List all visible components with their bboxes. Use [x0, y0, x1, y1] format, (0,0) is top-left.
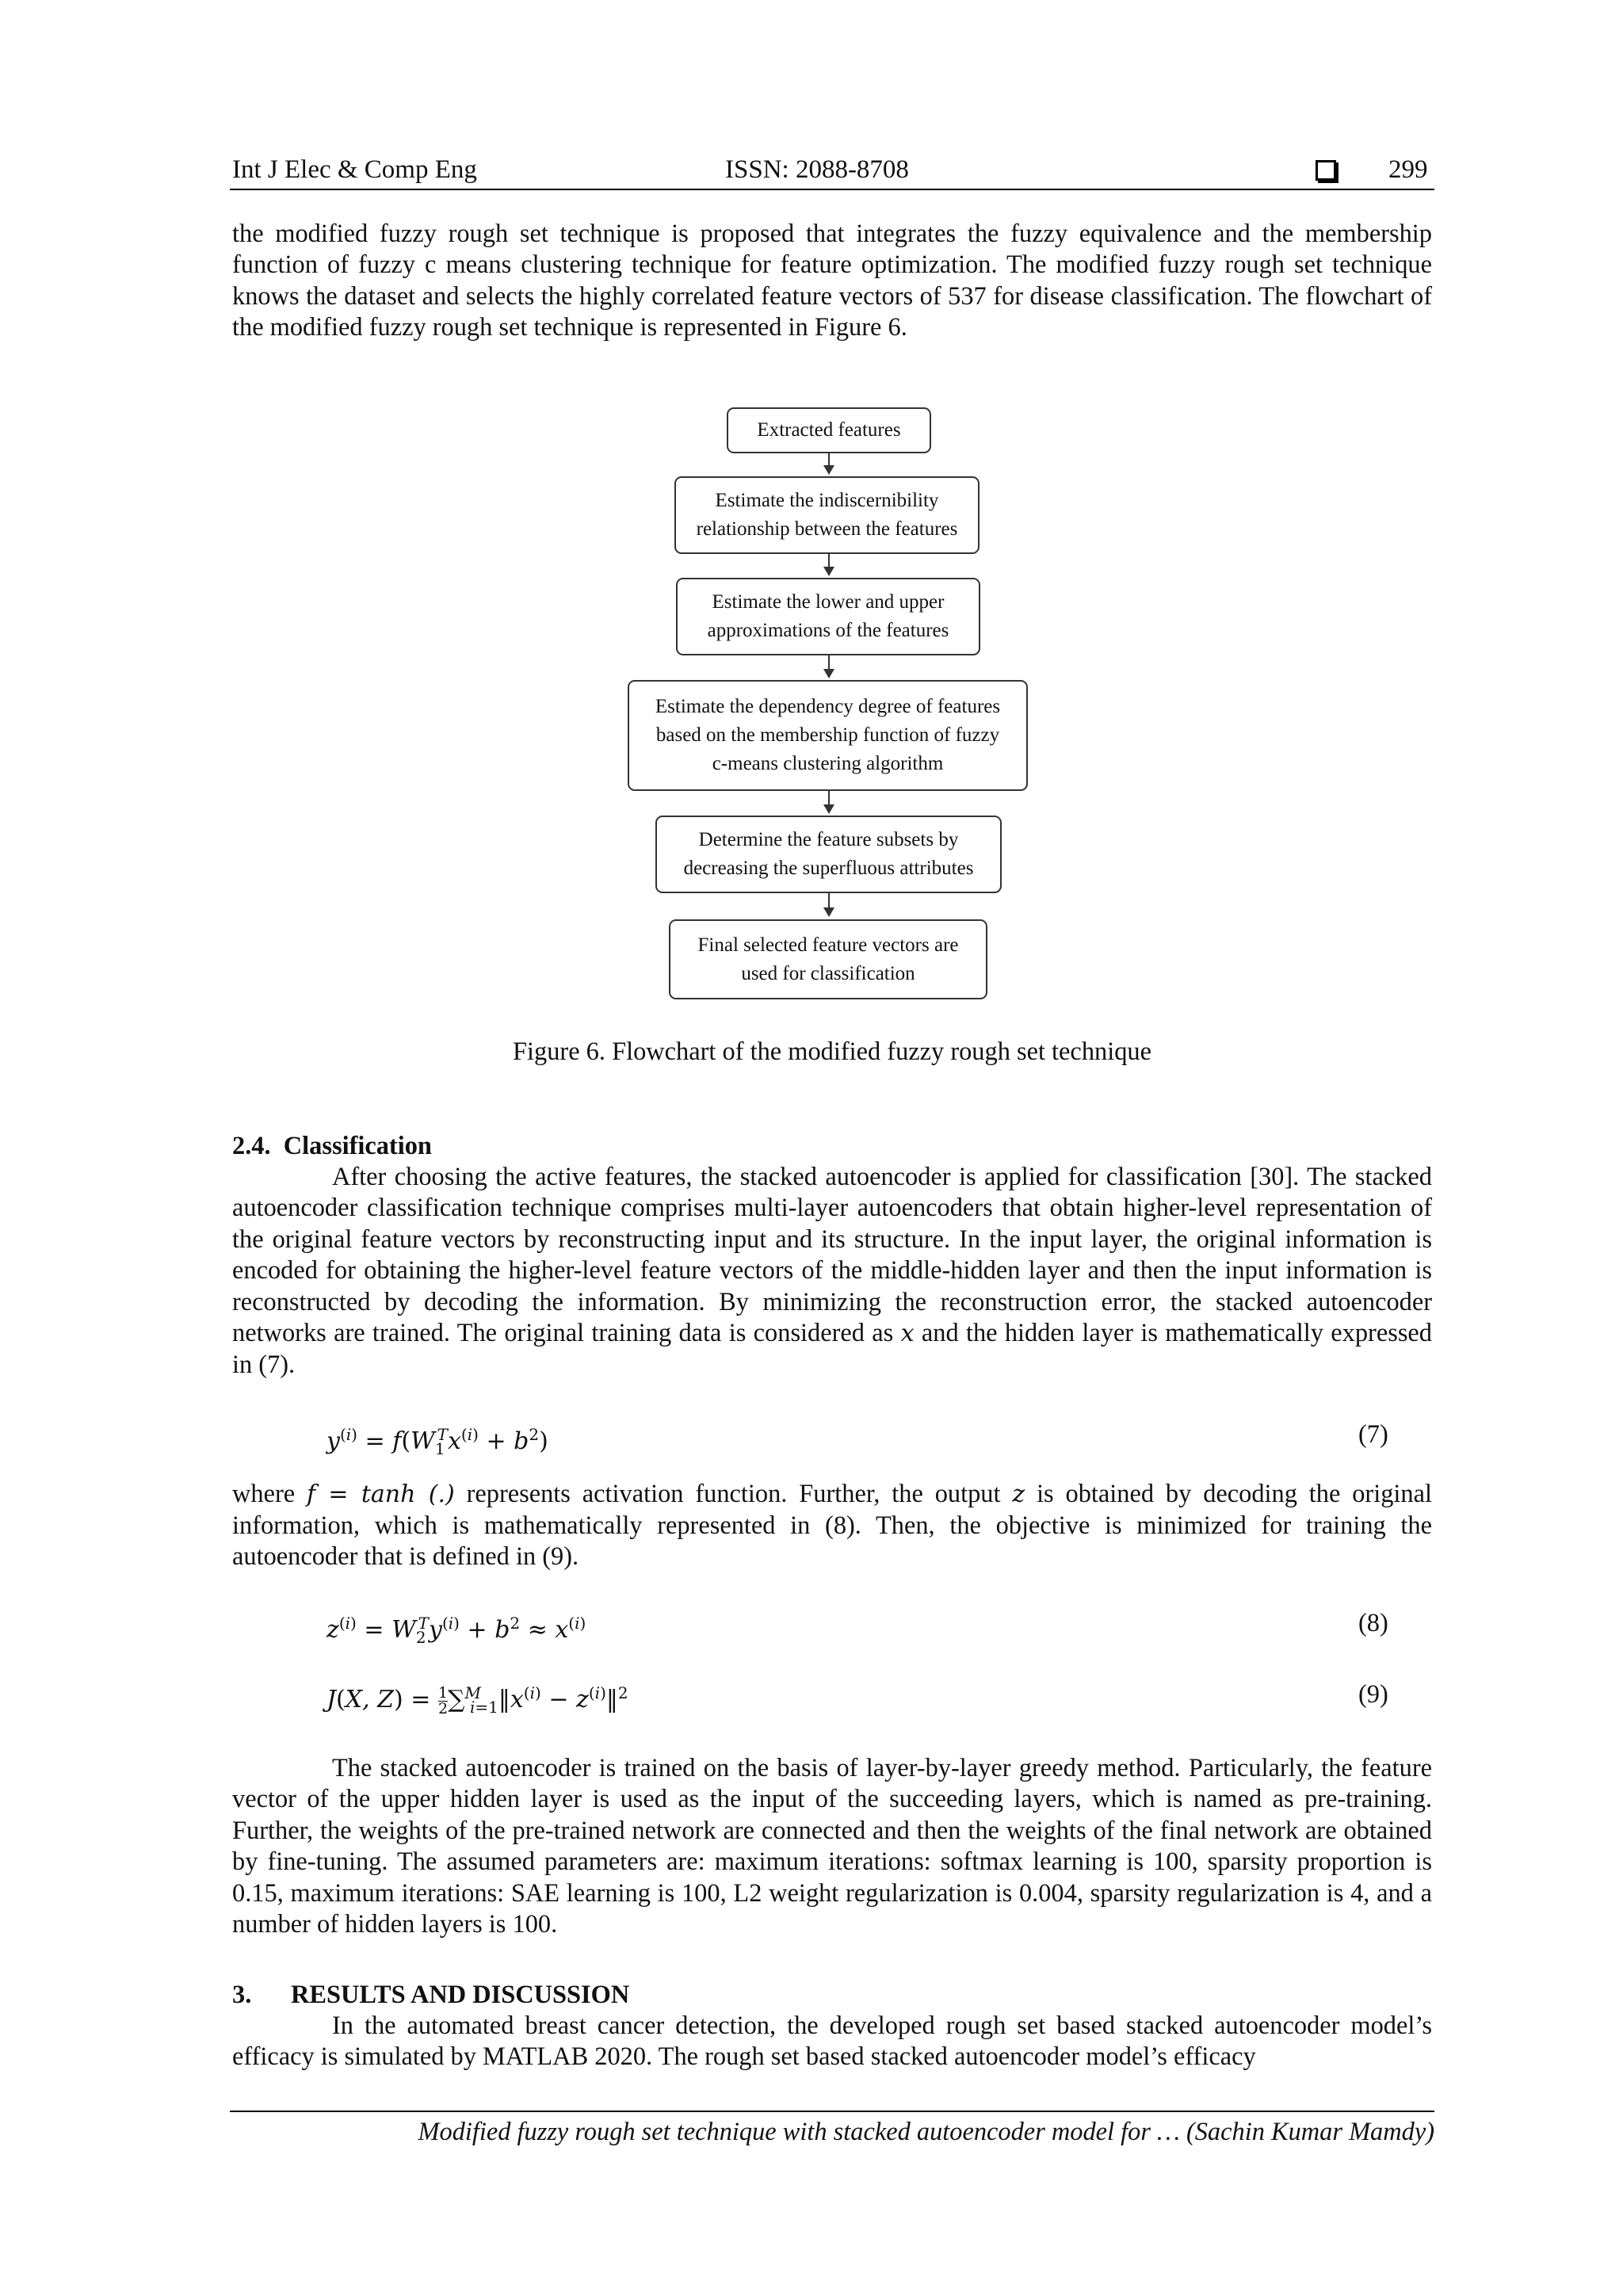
- arrow-down-icon: [823, 804, 834, 814]
- flowchart-step-6-line-1: Final selected feature vectors are: [697, 934, 959, 956]
- classification-paragraph: [232, 1162, 1432, 1381]
- flowchart-step-4-line-3: c-means clustering algorithm: [712, 753, 944, 774]
- section-heading-classification: 2.4. Classification: [232, 1132, 432, 1160]
- classification-paragraph-tail: and the hidden layer is mathematically expressed in (7).: [232, 1319, 1432, 1380]
- checkbox-square-icon: [1316, 160, 1336, 181]
- running-header-journal: Int J Elec & Comp Eng: [232, 155, 477, 184]
- header-rule: [230, 189, 1434, 190]
- results-paragraph-text: In the automated breast cancer detection, the developed rough set based stacked autoencoder model’s efficacy is simulated by MATLAB 2020. The rough set based stacked autoencoder model’s efficacy: [232, 2011, 1432, 2072]
- equation-8-number: (8): [1358, 1609, 1388, 1637]
- flowchart-step-2: [674, 476, 980, 554]
- variable-z: z: [1012, 1480, 1025, 1508]
- flowchart-connector-3: [828, 655, 830, 670]
- section-number-3: 3.: [232, 1981, 252, 2009]
- equation-8: $z^{(i)} = W_2^Ty^{(i)} + b^2 \approx x^{(i)}$: [327, 1614, 586, 1647]
- intro-paragraph-text: the modified fuzzy rough set technique is proposed that integrates the fuzzy equivalence and the membership function of fuzzy c means clustering technique for feature optimization. The modified fuzzy rough set technique knows the dataset and selects the highly correlated feature vectors of 537 for disease classification. The flowchart of the modified fuzzy rough set technique is represented in Figure 6.: [232, 220, 1432, 342]
- where-text-start: where: [232, 1480, 296, 1508]
- running-footer: Modified fuzzy rough set technique with stacked autoencoder model for … (Sachin Kumar Mamdy): [418, 2118, 1434, 2146]
- flowchart-connector-2: [828, 554, 830, 567]
- flowchart-step-4-line-1: Estimate the dependency degree of features: [655, 696, 1001, 717]
- results-paragraph: [232, 2011, 1432, 2073]
- where-paragraph: [232, 1479, 1432, 1573]
- flowchart-step-4-line-2: based on the membership function of fuzzy: [655, 724, 1000, 746]
- flowchart-connector-1: [828, 453, 830, 466]
- figure-caption: Figure 6. Flowchart of the modified fuzzy rough set technique: [513, 1037, 1151, 1066]
- equation-9: J(X, Z) = $\frac{1}{2}$ $\sum^M_{i=1}‖x^{(i)}$ − $z^{(i)}‖^2$: [327, 1683, 628, 1717]
- flowchart-step-5-line-1: Determine the feature subsets by: [698, 829, 959, 850]
- flowchart-step-3: [676, 578, 980, 655]
- flowchart-connector-5: [828, 893, 830, 908]
- flowchart-step-6-line-2: used for classification: [741, 962, 915, 984]
- arrow-down-icon: [823, 567, 834, 576]
- training-paragraph: [232, 1753, 1432, 1940]
- section-heading-results: RESULTS AND DISCUSSION: [291, 1981, 630, 2009]
- activation-function-expression: f = tanh (.): [307, 1480, 455, 1508]
- arrow-down-icon: [823, 465, 834, 475]
- arrow-down-icon: [823, 907, 834, 917]
- classification-paragraph-text: After choosing the active features, the stacked autoencoder is applied for classification [30]. The stacked autoencoder classification technique comprises multi-layer autoencoders that obtain higher-level representation of the original feature vectors by reconstructing input and its structure. In the input layer, the original information is encoded for obtaining the higher-level feature vectors of the middle-hidden layer and then the input information is reconstructed by decoding the information. By minimizing the reconstruction error, the stacked autoencoder networks are trained. The original training data is considered as: [232, 1163, 1432, 1348]
- where-text-end: is obtained by decoding the original information, which is mathematically represented in (8). Then, the objective is minimized for training the autoencoder that is defined in (9).: [232, 1480, 1432, 1572]
- flowchart-step-5-line-2: decreasing the superfluous attributes: [683, 858, 974, 879]
- flowchart-step-4: [628, 680, 1028, 791]
- training-paragraph-text: The stacked autoencoder is trained on the basis of layer-by-layer greedy method. Particularly, the feature vector of the upper hidden layer is used as the input of the succeeding layers, which is named as pre-training. Further, the weights of the pre-trained network are connected and then the weights of the final network are obtained by fine-tuning. The assumed parameters are: maximum iterations: softmax learning is 100, sparsity proportion is 0.15, maximum iterations: SAE learning is 100, L2 weight regularization is 0.004, sparsity regularization is 4, and a number of hidden layers is 100.: [232, 1754, 1432, 1939]
- flowchart-step-2-line-2: relationship between the features: [696, 518, 958, 540]
- equation-7: $y^{(i)} = f(W_1^Tx^{(i)} + b^2)$: [327, 1425, 548, 1458]
- footer-rule: [230, 2111, 1434, 2112]
- flowchart-step-1-line-1: Extracted features: [757, 419, 901, 441]
- flowchart-connector-4: [828, 791, 830, 805]
- where-text-mid: represents activation function. Further, the output: [466, 1480, 1001, 1508]
- flowchart-step-1: [727, 407, 931, 453]
- flowchart-step-3-line-2: approximations of the features: [707, 620, 949, 641]
- flowchart-step-5: [655, 816, 1002, 893]
- equation-9-number: (9): [1358, 1680, 1388, 1709]
- page-number: 299: [1388, 155, 1428, 184]
- flowchart-step-6: [669, 919, 987, 999]
- arrow-down-icon: [823, 669, 834, 678]
- running-header-issn: ISSN: 2088-8708: [725, 155, 909, 184]
- variable-x: x: [900, 1320, 915, 1348]
- equation-7-number: (7): [1358, 1420, 1388, 1449]
- flowchart-step-3-line-1: Estimate the lower and upper: [712, 591, 945, 613]
- intro-paragraph: [232, 219, 1432, 344]
- flowchart-step-2-line-1: Estimate the indiscernibility: [715, 490, 939, 511]
